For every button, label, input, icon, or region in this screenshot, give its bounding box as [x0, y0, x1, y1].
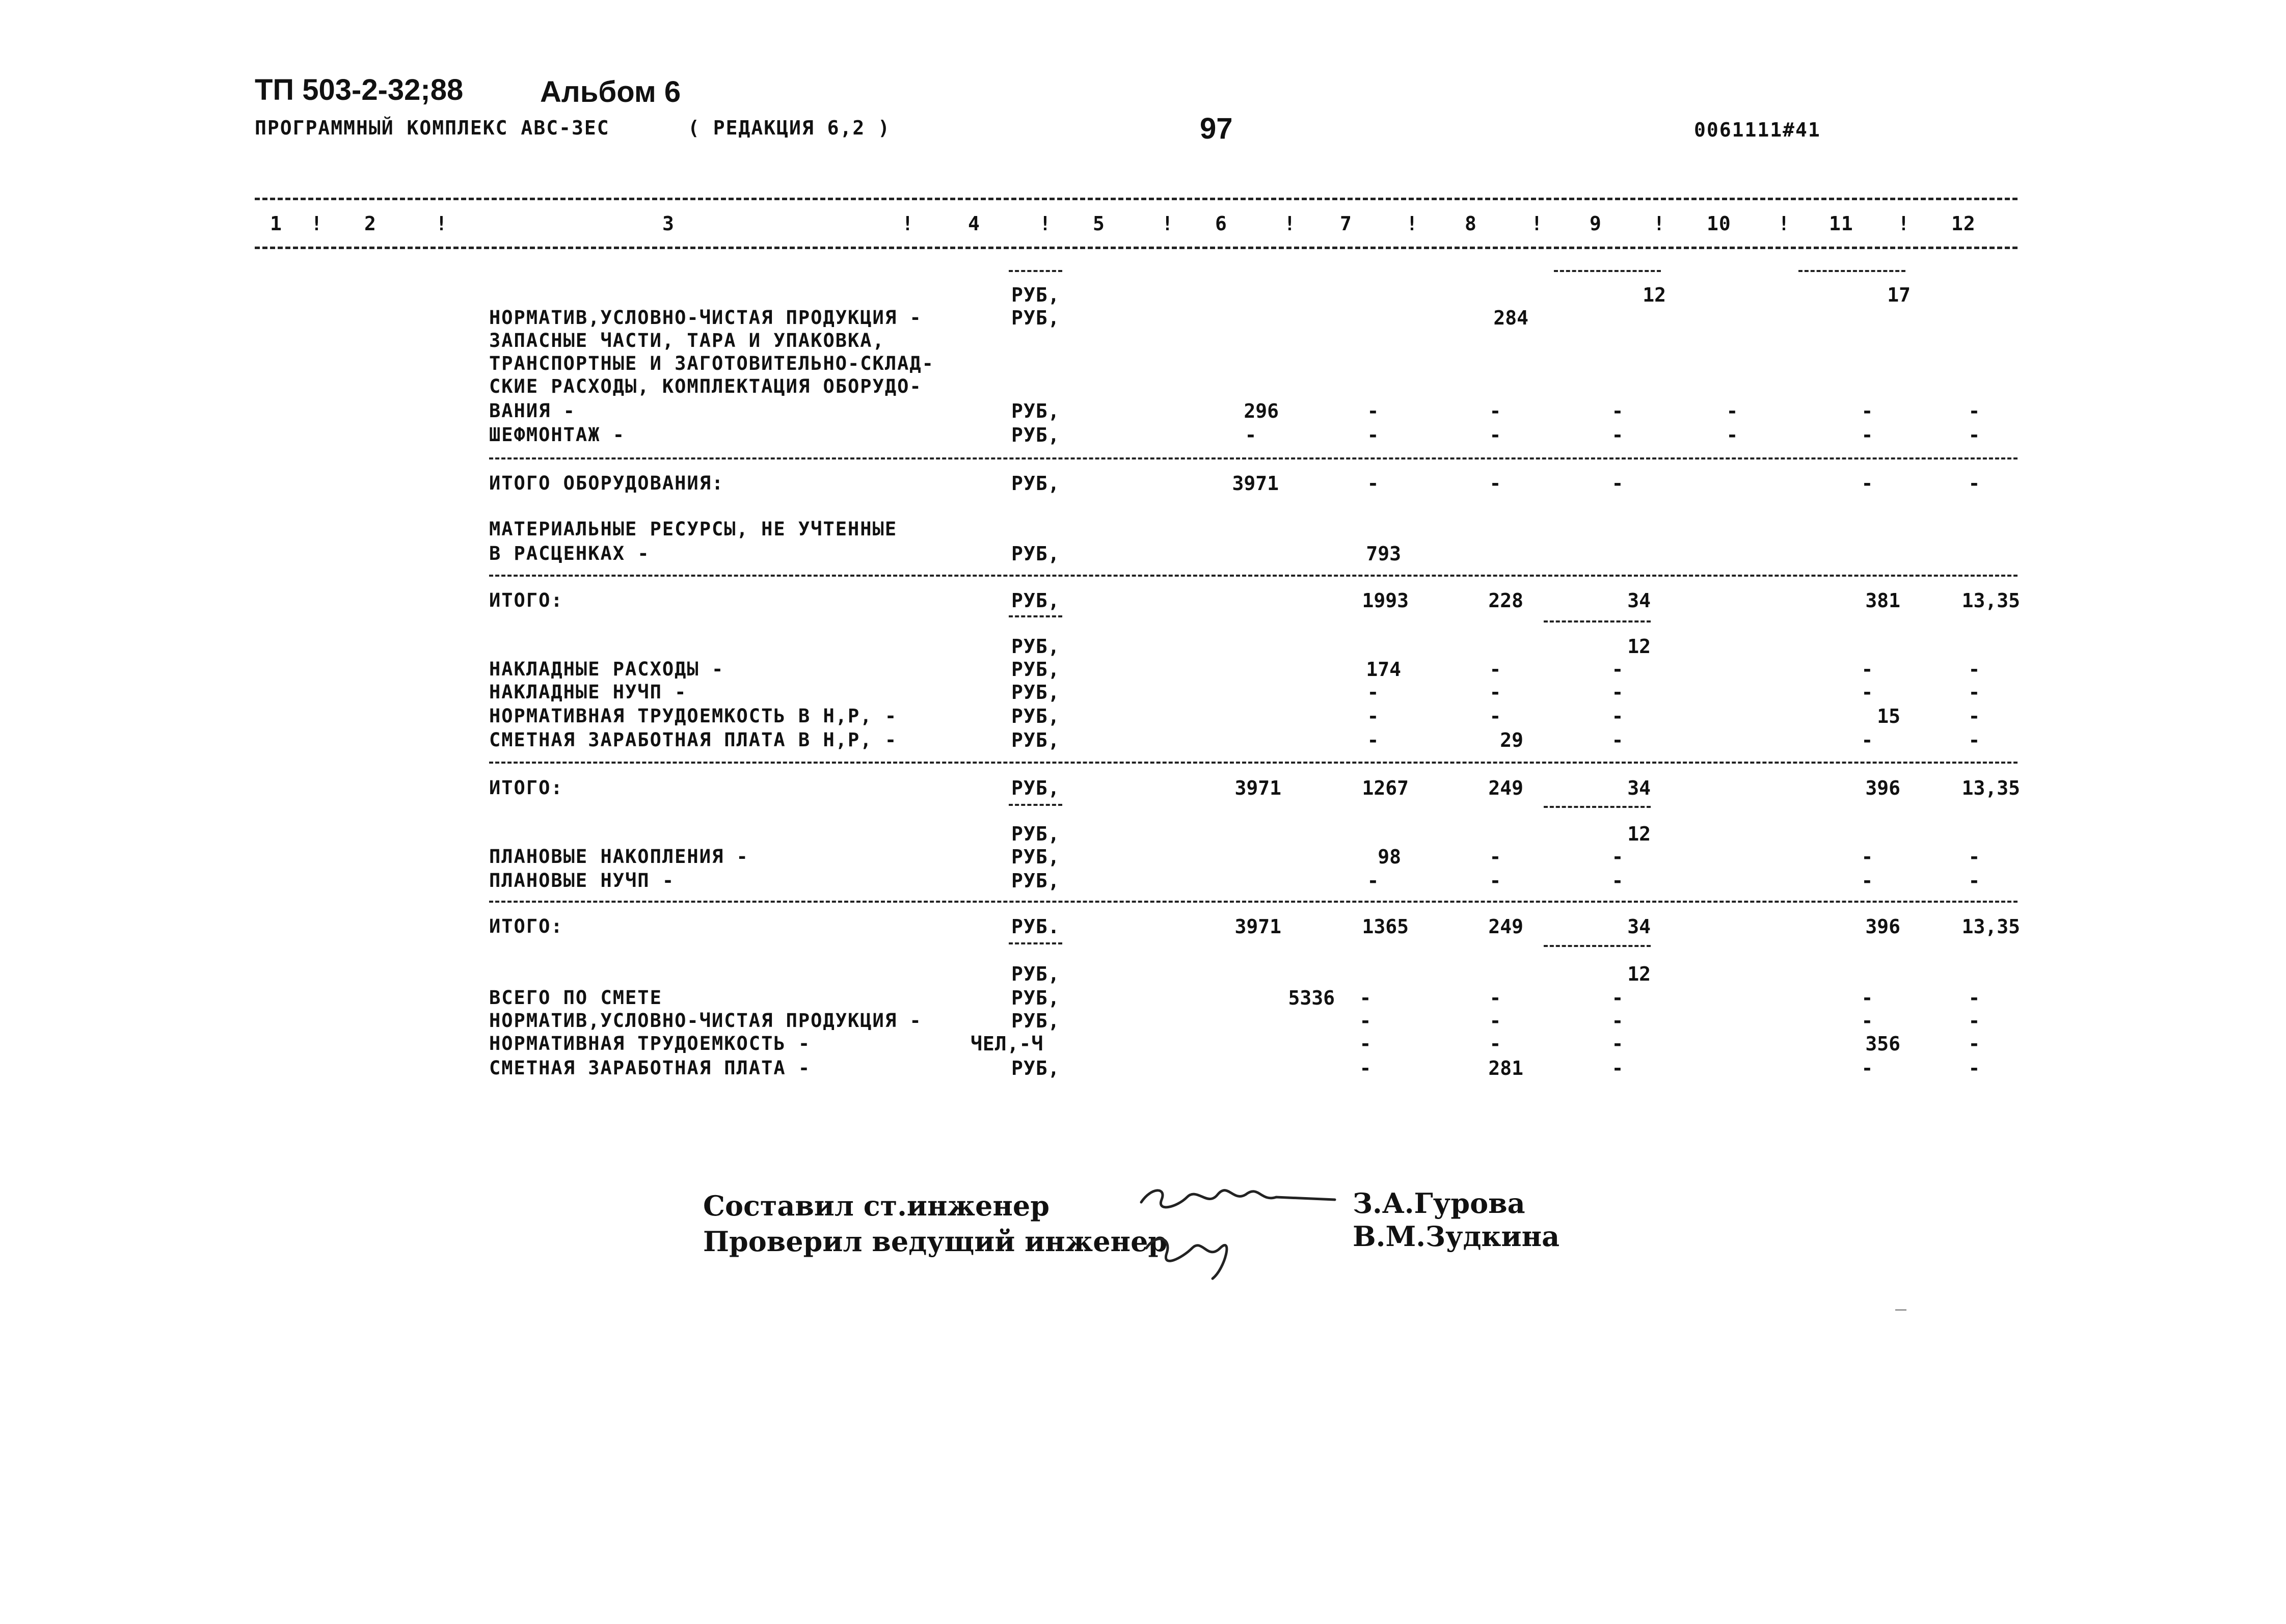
col-separator: ! — [1162, 212, 1174, 235]
dash-cell: - — [1367, 681, 1379, 703]
col-header-5: 5 — [1093, 212, 1105, 235]
col-separator: ! — [436, 212, 448, 235]
row-label: СМЕТНАЯ ЗАРАБОТНАЯ ПЛАТА В Н,Р, - — [489, 729, 898, 751]
value-cell: 12 — [1627, 963, 1651, 985]
col-header-9: 9 — [1590, 212, 1602, 235]
dash-cell: - — [1611, 400, 1624, 422]
dash-cell: - — [1611, 424, 1624, 446]
unit-cell: РУБ, — [1011, 729, 1060, 751]
value-cell: 12 — [1643, 284, 1666, 306]
value-cell: 793 — [1366, 543, 1401, 565]
subtotal-underline — [1798, 270, 1905, 272]
doc-code: ТП 503-2-32;88 — [255, 73, 464, 106]
value-cell: 1993 — [1362, 589, 1409, 612]
row-label: ВАНИЯ - — [489, 400, 576, 422]
dash-cell: - — [1968, 1033, 1980, 1055]
col-separator: ! — [1039, 212, 1052, 235]
unit-cell: РУБ, — [1011, 846, 1060, 868]
row-label: ТРАНСПОРТНЫЕ И ЗАГОТОВИТЕЛЬНО-СКЛАД- — [489, 353, 934, 374]
unit-cell: РУБ, — [1011, 400, 1060, 422]
dash-cell: - — [1611, 705, 1624, 727]
dash-cell: - — [1611, 870, 1624, 892]
value-cell: 98 — [1378, 846, 1401, 868]
total-label: ИТОГО: — [489, 589, 563, 611]
row-label: НОРМАТИВНАЯ ТРУДОЕМКОСТЬ - — [489, 1033, 811, 1054]
col-header-7: 7 — [1340, 212, 1352, 235]
unit-cell: РУБ, — [1011, 635, 1060, 658]
dash-cell: - — [1611, 729, 1624, 751]
checked-by-role: Проверил ведущий инженер — [703, 1225, 1168, 1258]
unit-cell: РУБ, — [1011, 543, 1060, 565]
row-label: СМЕТНАЯ ЗАРАБОТНАЯ ПЛАТА - — [489, 1057, 811, 1079]
album-label: Альбом 6 — [540, 75, 681, 109]
header-bottom-rule — [255, 247, 2018, 249]
dash-cell: - — [1489, 681, 1501, 703]
dash-cell: - — [1367, 729, 1379, 751]
row-label: ВСЕГО ПО СМЕТЕ — [489, 987, 662, 1009]
dash-cell: - — [1968, 400, 1980, 422]
dash-cell: - — [1861, 1057, 1873, 1079]
dash-cell: - — [1968, 658, 1980, 681]
dash-cell: - — [1861, 658, 1873, 681]
unit-cell: РУБ, — [1011, 823, 1060, 845]
dash-cell: - — [1968, 472, 1980, 495]
row-label: ПЛАНОВЫЕ НАКОПЛЕНИЯ - — [489, 846, 749, 868]
unit-cell: РУБ, — [1011, 1010, 1060, 1032]
unit-cell: РУБ, — [1011, 658, 1060, 681]
unit-cell: РУБ, — [1011, 963, 1060, 985]
signature-scribble-1 — [1131, 1172, 1345, 1284]
dash-cell: - — [1611, 472, 1624, 495]
unit-cell: РУБ, — [1011, 424, 1060, 446]
dash-cell: - — [1611, 987, 1624, 1009]
col-header-12: 12 — [1951, 212, 1976, 235]
dash-cell: - — [1611, 1057, 1624, 1079]
unit-cell: РУБ, — [1011, 777, 1060, 799]
unit-underline — [1009, 615, 1062, 617]
value-cell: 5336 — [1288, 987, 1335, 1009]
value-cell: 3971 — [1234, 777, 1281, 799]
row-label: ЗАПАСНЫЕ ЧАСТИ, ТАРА И УПАКОВКА, — [489, 330, 885, 351]
col-header-11: 11 — [1829, 212, 1853, 235]
ref-code: 0061111#41 — [1694, 119, 1821, 141]
dash-cell: - — [1726, 400, 1738, 422]
col-separator: ! — [311, 212, 323, 235]
dash-cell: - — [1367, 472, 1379, 495]
scan-speck — [1895, 1309, 1906, 1311]
value-cell: 1365 — [1362, 915, 1409, 938]
value-cell: 15 — [1877, 705, 1900, 727]
dash-cell: - — [1359, 987, 1371, 1009]
dash-cell: - — [1861, 729, 1873, 751]
row-label: ПЛАНОВЫЕ НУЧП - — [489, 870, 675, 891]
dash-cell: - — [1611, 681, 1624, 703]
unit-cell: РУБ, — [1011, 307, 1060, 329]
value-cell: 17 — [1887, 284, 1911, 306]
section-rule — [489, 457, 2018, 459]
dash-cell: - — [1861, 1010, 1873, 1032]
value-cell: 381 — [1865, 589, 1900, 612]
value-cell: 13,35 — [1961, 777, 2020, 799]
compiled-by-role: Составил ст.инженер — [703, 1189, 1050, 1222]
unit-underline — [1009, 270, 1062, 272]
dash-cell: - — [1968, 729, 1980, 751]
unit-cell: РУБ, — [1011, 284, 1060, 306]
value-cell: 396 — [1865, 915, 1900, 938]
dash-cell: - — [1861, 424, 1873, 446]
total-label: ИТОГО: — [489, 777, 563, 799]
value-cell: 356 — [1865, 1033, 1900, 1055]
dash-cell: - — [1245, 424, 1257, 446]
row-label: СКИЕ РАСХОДЫ, КОМПЛЕКТАЦИЯ ОБОРУДО- — [489, 375, 922, 397]
section-rule — [489, 575, 2018, 577]
value-cell: 13,35 — [1961, 589, 2020, 612]
row-label: НОРМАТИВ,УСЛОВНО-ЧИСТАЯ ПРОДУКЦИЯ - — [489, 1010, 922, 1032]
value-cell: 1267 — [1362, 777, 1409, 799]
unit-cell: ЧЕЛ,-Ч — [971, 1033, 1044, 1055]
dash-cell: - — [1489, 424, 1501, 446]
value-cell: 296 — [1244, 400, 1279, 422]
value-cell: 228 — [1488, 589, 1523, 612]
value-cell: 12 — [1627, 635, 1651, 658]
value-cell: 34 — [1627, 589, 1651, 612]
dash-cell: - — [1367, 870, 1379, 892]
unit-cell: РУБ, — [1011, 987, 1060, 1009]
section-rule — [489, 762, 2018, 764]
dash-cell: - — [1968, 681, 1980, 703]
col-separator: ! — [1898, 212, 1910, 235]
compiled-by-name: З.А.Гурова — [1353, 1187, 1525, 1220]
dash-cell: - — [1489, 705, 1501, 727]
subtotal-underline — [1544, 620, 1651, 622]
dash-cell: - — [1968, 1010, 1980, 1032]
value-cell: 396 — [1865, 777, 1900, 799]
col-separator: ! — [1778, 212, 1790, 235]
subtotal-underline — [1544, 945, 1651, 947]
value-cell: 12 — [1627, 823, 1651, 845]
col-header-6: 6 — [1215, 212, 1227, 235]
row-label: НАКЛАДНЫЕ НУЧП - — [489, 681, 687, 703]
dash-cell: - — [1861, 681, 1873, 703]
row-label: МАТЕРИАЛЬНЫЕ РЕСУРСЫ, НЕ УЧТЕННЫЕ — [489, 518, 898, 540]
dash-cell: - — [1968, 705, 1980, 727]
header-top-rule — [255, 198, 2018, 200]
value-cell: 3971 — [1234, 915, 1281, 938]
row-label: ИТОГО ОБОРУДОВАНИЯ: — [489, 472, 724, 494]
value-cell: 34 — [1627, 777, 1651, 799]
program-line: ПРОГРАММНЫЙ КОМПЛЕКС АВС-3ЕС — [255, 117, 610, 139]
col-separator: ! — [1406, 212, 1418, 235]
col-header-8: 8 — [1465, 212, 1477, 235]
dash-cell: - — [1968, 987, 1980, 1009]
dash-cell: - — [1359, 1010, 1371, 1032]
dash-cell: - — [1726, 424, 1738, 446]
col-separator: ! — [1284, 212, 1296, 235]
unit-underline — [1009, 942, 1062, 944]
dash-cell: - — [1367, 424, 1379, 446]
col-header-2: 2 — [364, 212, 376, 235]
subtotal-underline — [1544, 806, 1651, 808]
value-cell: 249 — [1488, 915, 1523, 938]
unit-underline — [1009, 804, 1062, 806]
dash-cell: - — [1861, 846, 1873, 868]
dash-cell: - — [1968, 1057, 1980, 1079]
row-label: НАКЛАДНЫЕ РАСХОДЫ - — [489, 658, 724, 680]
value-cell: 249 — [1488, 777, 1523, 799]
value-cell: 174 — [1366, 658, 1401, 681]
col-separator: ! — [1653, 212, 1665, 235]
dash-cell: - — [1611, 1010, 1624, 1032]
dash-cell: - — [1367, 400, 1379, 422]
col-separator: ! — [1531, 212, 1543, 235]
unit-cell: РУБ, — [1011, 870, 1060, 892]
dash-cell: - — [1489, 987, 1501, 1009]
dash-cell: - — [1611, 658, 1624, 681]
dash-cell: - — [1489, 658, 1501, 681]
unit-cell: РУБ, — [1011, 472, 1060, 495]
section-rule — [489, 901, 2018, 903]
col-separator: ! — [902, 212, 914, 235]
dash-cell: - — [1489, 846, 1501, 868]
dash-cell: - — [1367, 705, 1379, 727]
unit-cell: РУБ, — [1011, 589, 1060, 612]
row-label: НОРМАТИВНАЯ ТРУДОЕМКОСТЬ В Н,Р, - — [489, 705, 898, 727]
col-header-10: 10 — [1707, 212, 1731, 235]
page-number: 97 — [1200, 112, 1233, 145]
value-cell: 284 — [1493, 307, 1528, 329]
dash-cell: - — [1489, 400, 1501, 422]
edition-label: ( РЕДАКЦИЯ 6,2 ) — [688, 117, 891, 139]
unit-cell: РУБ. — [1011, 915, 1060, 938]
col-header-1: 1 — [270, 212, 282, 235]
dash-cell: - — [1861, 472, 1873, 495]
unit-cell: РУБ, — [1011, 1057, 1060, 1079]
row-label: ШЕФМОНТАЖ - — [489, 424, 626, 446]
value-cell: 13,35 — [1961, 915, 2020, 938]
dash-cell: - — [1861, 870, 1873, 892]
value-cell: 3971 — [1232, 472, 1279, 495]
dash-cell: - — [1359, 1057, 1371, 1079]
dash-cell: - — [1489, 472, 1501, 495]
dash-cell: - — [1489, 1033, 1501, 1055]
dash-cell: - — [1489, 870, 1501, 892]
checked-by-name: В.М.Зудкина — [1353, 1220, 1560, 1253]
total-label: ИТОГО: — [489, 915, 563, 937]
col-header-4: 4 — [968, 212, 980, 235]
value-cell: 34 — [1627, 915, 1651, 938]
row-label: НОРМАТИВ,УСЛОВНО-ЧИСТАЯ ПРОДУКЦИЯ - — [489, 307, 922, 329]
dash-cell: - — [1968, 846, 1980, 868]
dash-cell: - — [1611, 1033, 1624, 1055]
dash-cell: - — [1861, 400, 1873, 422]
dash-cell: - — [1968, 424, 1980, 446]
dash-cell: - — [1968, 870, 1980, 892]
value-cell: 281 — [1488, 1057, 1523, 1079]
dash-cell: - — [1489, 1010, 1501, 1032]
value-cell: 29 — [1500, 729, 1523, 751]
unit-cell: РУБ, — [1011, 705, 1060, 727]
unit-cell: РУБ, — [1011, 681, 1060, 703]
col-header-3: 3 — [662, 212, 675, 235]
dash-cell: - — [1611, 846, 1624, 868]
row-label: В РАСЦЕНКАХ - — [489, 543, 650, 564]
dash-cell: - — [1359, 1033, 1371, 1055]
subtotal-underline — [1554, 270, 1661, 272]
dash-cell: - — [1861, 987, 1873, 1009]
